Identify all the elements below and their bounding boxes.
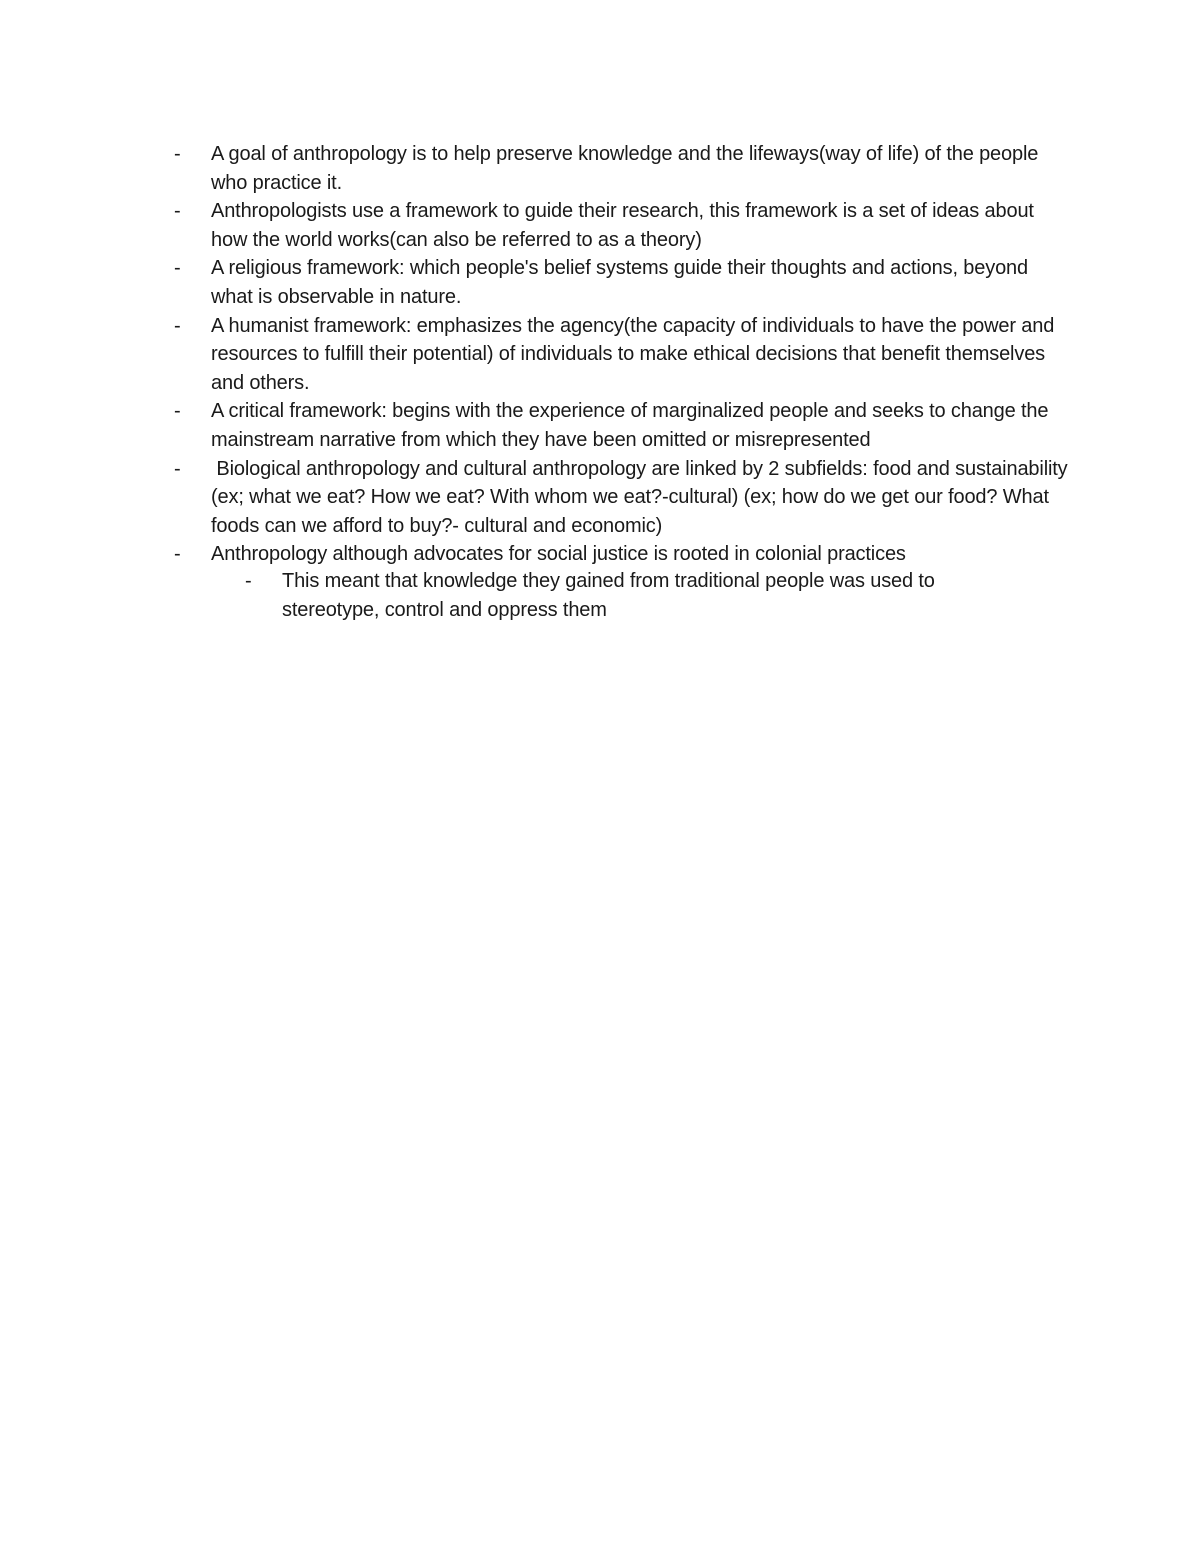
list-item-text: A humanist framework: emphasizes the agency(the capacity of individuals to have the power and resources to fulfill their potential) of individuals to make ethical decisions that benefit themselves and others. — [211, 314, 1055, 394]
bullet-dash: - — [174, 400, 181, 423]
list-item-text: Anthropology although advocates for social justice is rooted in colonial practices — [211, 543, 906, 566]
bullet-dash: - — [174, 314, 181, 337]
bullet-dash: - — [174, 543, 181, 566]
list-item-text: A goal of anthropology is to help preserve knowledge and the lifeways(way of life) of the people who practice it. — [211, 143, 1039, 194]
bullet-dash: - — [174, 143, 181, 165]
list-item-text: A critical framework: begins with the experience of marginalized people and seeks to change the mainstream narrative from which they have been omitted or misrepresented — [211, 400, 1049, 451]
nested-list-item-text: This meant that knowledge they gained from traditional people was used to stereotype, control and oppress them — [282, 570, 935, 621]
list-item — [174, 540, 1074, 569]
list-item — [174, 140, 1074, 197]
bullet-dash: - — [245, 570, 252, 592]
list-item-text: A religious framework: which people's belief systems guide their thoughts and actions, beyond what is observable in nature. — [211, 257, 1028, 308]
nested-list-item — [245, 567, 1022, 624]
notes-list — [174, 140, 1074, 569]
list-item — [174, 312, 1074, 398]
bullet-dash: - — [174, 200, 181, 223]
bullet-dash: - — [174, 257, 181, 280]
nested-list — [174, 567, 1145, 624]
list-item — [174, 455, 1074, 541]
list-item — [174, 254, 1074, 311]
list-item — [174, 397, 1074, 454]
bullet-dash: - — [174, 457, 181, 480]
list-item-text: Biological anthropology and cultural anthropology are linked by 2 subfields: food and sustainability (ex; what we eat? How we eat? With whom we eat?-cultural) (ex; how do we get our food? What foods can we afford to buy?- cultural and economic) — [211, 457, 1073, 537]
list-item-text: Anthropologists use a framework to guide their research, this framework is a set of ideas about how the world works(can also be referred to as a theory) — [211, 200, 1034, 251]
list-item — [174, 197, 1074, 254]
